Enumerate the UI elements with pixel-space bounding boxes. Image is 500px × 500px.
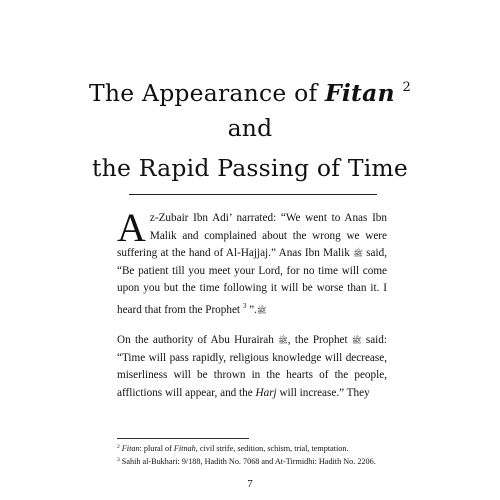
- title-divider: [129, 194, 377, 195]
- paragraph-2-text-d: will increase.” They: [276, 386, 370, 399]
- paragraph-2-text-b: , the Prophet: [287, 334, 352, 346]
- footnote-marker-3: 3: [242, 301, 247, 310]
- honorific-icon: ﷺ: [278, 336, 288, 345]
- honorific-icon: ﷺ: [353, 249, 363, 258]
- footnote-2: [117, 442, 389, 455]
- drop-cap: A: [117, 205, 146, 250]
- paragraph-2-emphasis: Harj: [255, 386, 277, 399]
- honorific-icon: ﷺ: [256, 305, 267, 315]
- footnotes: [117, 442, 389, 467]
- footnote-text: Sahih al-Bukhari: 9/188, Hadith No. 7068 and At-Tirmidhi: Hadith No. 2206.: [121, 456, 376, 466]
- honorific-icon: ﷺ: [351, 336, 362, 345]
- page-number: 7: [247, 478, 253, 490]
- title-emphasis: Fitan: [325, 79, 395, 107]
- footnote-text: : plural of: [139, 444, 174, 453]
- title-line-1: [0, 72, 500, 109]
- paragraph-2: [117, 332, 387, 402]
- footnote-text: , civil strife, sedition, schism, trial, temptation.: [195, 444, 349, 453]
- paragraph-1-text-b: said, “Be patient till you meet your Lord, for no time will come upon you but the time following it will be worse than it. I heard that from the Prophet: [117, 247, 387, 316]
- title-line-3: the Rapid Passing of Time: [91, 154, 409, 182]
- footnote-3: [117, 455, 389, 468]
- title-footnote-marker: 2: [402, 80, 411, 95]
- paragraph-1-text-a: z-Zubair Ibn Adi’ narrated: “We went to Anas Ibn Malik and complained about the wrong we were suffering at the hand of Al-Hajjaj.” Anas Ibn Malik: [117, 212, 387, 259]
- title-prefix: The Appearance of: [89, 79, 326, 107]
- title-line-2: and: [227, 114, 273, 142]
- paragraph-2-text-c: said: “Time will pass rapidly, religious knowledge will decrease, miserliness will be thrown in the hearts of the people, afflictions will appear, and the: [117, 334, 387, 399]
- paragraph-2-text-a: On the authority of Abu Hurairah: [117, 334, 279, 346]
- footnote-divider: [117, 438, 249, 439]
- paragraph-1: [117, 205, 387, 319]
- body-text: [117, 205, 387, 402]
- footnote-emphasis: Fitan: [121, 444, 140, 453]
- paragraph-1-text-c: .”: [249, 303, 257, 316]
- footnote-emphasis: Fitnah: [173, 444, 196, 453]
- footnote-number: 2: [117, 444, 120, 450]
- footnote-number: 3: [117, 456, 120, 463]
